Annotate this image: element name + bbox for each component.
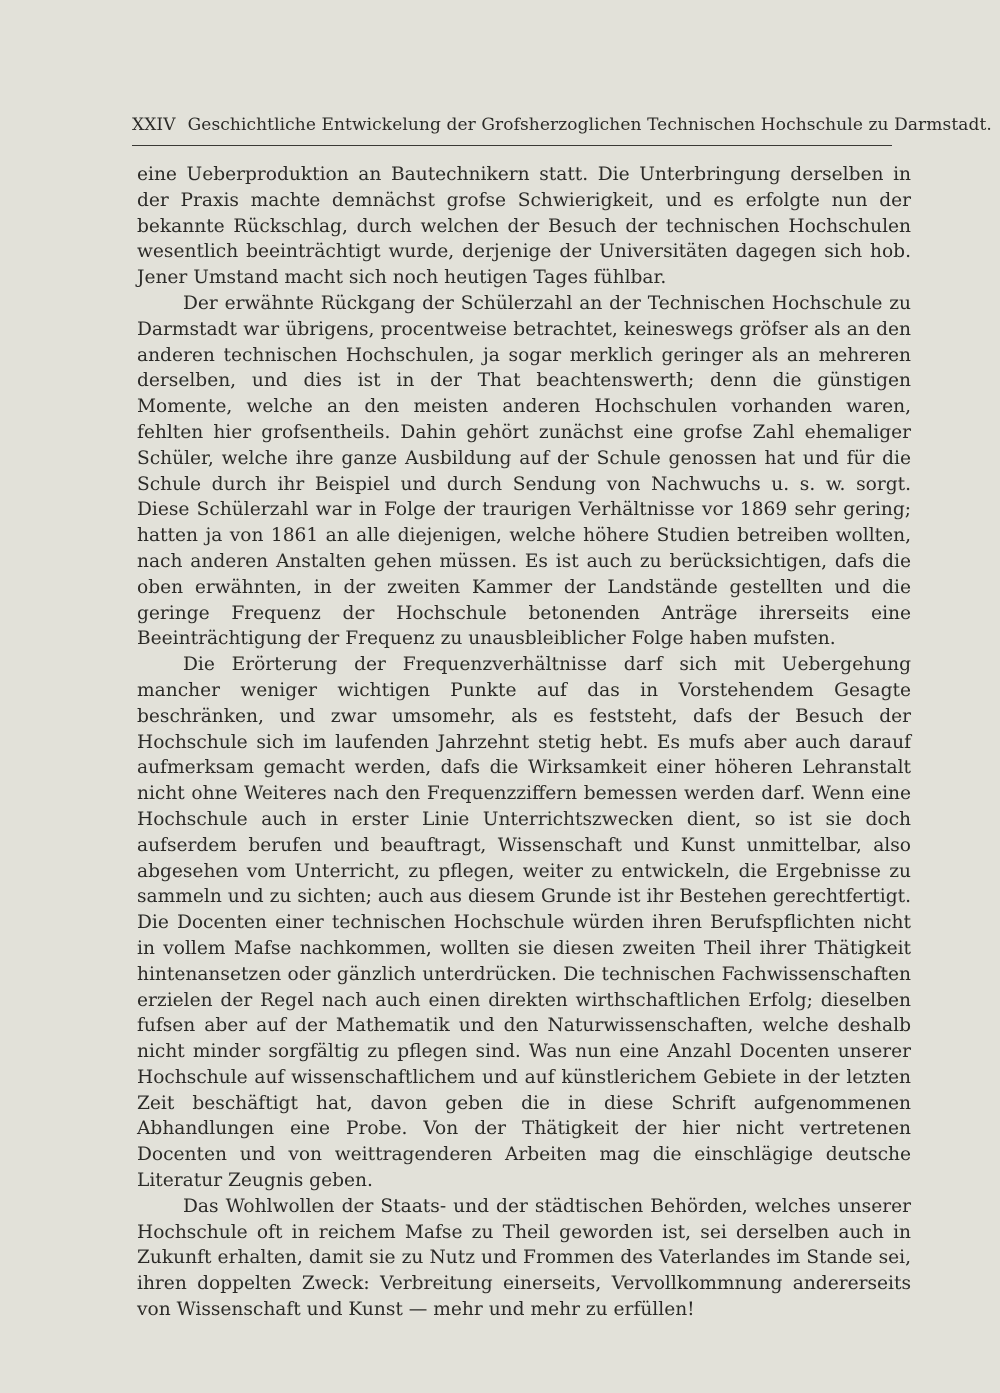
paragraph-3: Die Erörterung der Frequenzverhältnisse darf sich mit Uebergehung mancher weniger wichtigen Punkte auf das in Vorstehendem Gesagte beschränken, und zwar umsomehr, als es feststeht, dafs der Besuch der Hochschule sich im laufenden Jahrzehnt stetig hebt. Es mufs aber auch darauf aufmerksam gemacht werden, dafs die Wirksamkeit einer höheren Lehranstalt nicht ohne Weiteres nach den Frequenzziffern bemessen werden darf. Wenn eine Hochschule auch in erster Linie Unterrichtszwecken dient, so ist sie doch aufserdem berufen und beauftragt, Wissenschaft und Kunst unmittelbar, also abgesehen vom Unterricht, zu pflegen, weiter zu entwickeln, die Ergebnisse zu sammeln und zu sichten; auch aus diesem Grunde ist ihr Bestehen gerechtfertigt. Die Docenten einer technischen Hochschule würden ihren Berufspflichten nicht in vollem Mafse nachkommen, wollten sie diesen zweiten Theil ihrer Thätigkeit hintenansetzen oder gänzlich unterdrücken. Die technischen Fachwissenschaften erzielen der Regel nach auch einen direkten wirthschaftlichen Erfolg; dieselben fufsen aber auf der Mathematik und den Naturwissenschaften, welche deshalb nicht minder sorgfältig zu pflegen sind. Was nun eine Anzahl Docenten unserer Hochschule auf wissenschaftlichem und auf künstlerichem Gebiete in der letzten Zeit beschäftigt hat, davon geben die in diese Schrift aufgenommenen Abhandlungen eine Probe. Von der Thätigkeit der hier nicht vertretenen Docenten und von weittragenderen Arbeiten mag die einschlägige deutsche Literatur Zeugnis geben.	[137, 654, 911, 1192]
body-text	[137, 162, 911, 1323]
paragraph-4: Das Wohlwollen der Staats- und der städtischen Behörden, welches unserer Hochschule oft in reichem Mafse zu Theil geworden ist, sei derselben auch in Zukunft erhalten, damit sie zu Nutz und Frommen des Vaterlandes im Stande sei, ihren doppelten Zweck: Verbreitung einerseits, Vervollkommnung andererseits von Wissenschaft und Kunst — mehr und mehr zu erfüllen!	[137, 1195, 911, 1321]
running-header	[132, 115, 992, 146]
paragraph-1: eine Ueberproduktion an Bautechnikern statt. Die Unterbringung derselben in der Praxis machte demnächst grofse Schwierigkeit, und es erfolgte nun der bekannte Rückschlag, durch welchen der Besuch der technischen Hochschulen wesentlich beeinträchtigt wurde, derjenige der Universitäten dagegen sich hob. Jener Umstand macht sich noch heutigen Tages fühlbar.	[137, 164, 911, 289]
page-number: XXIV	[132, 115, 176, 135]
paragraph-2: Der erwähnte Rückgang der Schülerzahl an der Technischen Hochschule zu Darmstadt war übrigens, procentweise betrachtet, keineswegs gröfser als an den anderen technischen Hochschulen, ja sogar merklich geringer als an mehreren derselben, und dies ist in der That beachtenswerth; denn die günstigen Momente, welche an den meisten anderen Hochschulen vorhanden waren, fehlten hier grofsentheils. Dahin gehört zunächst eine grofse Zahl ehemaliger Schüler, welche ihre ganze Ausbildung auf der Schule genossen hat und für die Schule durch ihr Beispiel und durch Sendung von Nachwuchs u. s. w. sorgt. Diese Schülerzahl war in Folge der traurigen Verhältnisse vor 1869 sehr gering; hatten ja von 1861 an alle diejenigen, welche höhere Studien betreiben wollten, nach anderen Anstalten gehen müssen. Es ist auch zu berücksichtigen, dafs die oben erwähnten, in der zweiten Kammer der Landstände gestellten und die geringe Frequenz der Hochschule betonenden Anträge ihrerseits eine Beeinträchtigung der Frequenz zu unausbleiblicher Folge haben mufsten.	[137, 292, 911, 650]
running-title: Geschichtliche Entwickelung der Grofsherzoglichen Technischen Hochschule zu Darmstadt.	[187, 115, 992, 135]
